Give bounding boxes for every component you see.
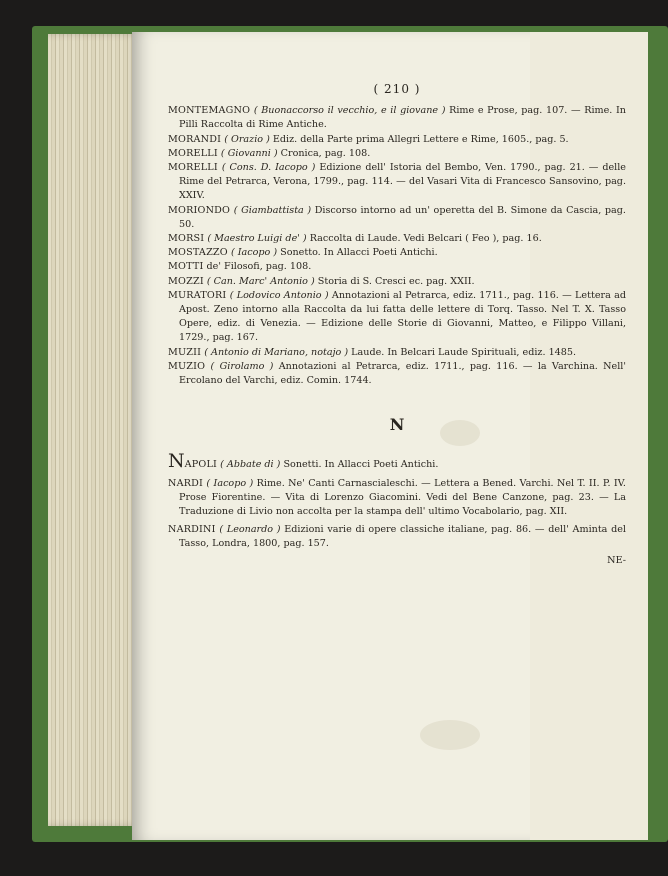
paper-stain [420,720,480,750]
index-entry [168,161,626,204]
entry-head: MORANDI [168,133,222,145]
entry-head: NARDI [168,477,204,489]
entry-qualifier: ( Buonaccorso il vecchio, e il giovane ) [253,105,446,117]
entry-text: Laude. In Belcari Laude Spirituali, ediz. 1485. [348,346,577,358]
index-entry [168,275,626,289]
entry-head: APOLI [184,459,218,471]
entry-head: MUZII [168,346,202,358]
entry-text: Annotazioni al Petrarca, ediz. 1711., pag. 116. — la Varchina. Nell' Ercolano del Varchi, ediz. Comin. 1744. [179,360,626,387]
entry-qualifier: ( Lodovico Antonio ) [229,289,329,301]
index-entry [168,232,626,246]
entry-qualifier: ( Orazio ) [224,133,270,145]
entry-text: Rime e Prose, pag. 107. — Rime. In Pilli Raccolta di Rime Antiche. [179,105,626,131]
entry-head: MOSTAZZO [168,247,228,259]
entry-text: Storia di S. Cresci ec. pag. XXII. [314,275,475,287]
entry-text: Raccolta di Laude. Vedi Belcari ( Feo ), pag. 16. [306,233,542,245]
page-number: ( 210 ) [373,82,421,96]
entry-initial: N [168,450,185,473]
entry-head: MORELLI [168,162,218,174]
entry-qualifier: ( Abbate di ) [220,459,281,471]
index-entry [168,289,626,346]
entry-qualifier: ( Giambattista ) [233,204,312,216]
entry-qualifier: ( Can. Marc' Antonio ) [206,275,315,287]
entry-qualifier: ( Iacopo ) [230,247,278,259]
index-entry [168,246,626,260]
index-entry [168,519,626,551]
page-text [168,82,626,568]
index-entry [168,260,626,274]
entry-qualifier: ( Iacopo ) [206,477,254,489]
entry-head: MONTEMAGNO [168,105,251,117]
entry-text: Ediz. della Parte prima Allegri Lettere e Rime, 1605., pag. 5. [269,133,569,145]
entry-text: Rime. Ne' Canti Carnascialeschi. — Lettera a Bened. Varchi. Nel T. II. P. IV. Prose Fiorentine. — Vita di Lorenzo Giacomini. Vedi del Bene Canzone, pag. 23. — La Traduzione di Livio non accolta per la stampa dell' ultimo Vocabolario, pag. XII. [179,477,626,518]
entry-qualifier: ( Maestro Luigi de' ) [207,233,307,245]
entry-text: Sonetto. In Allacci Poeti Antichi. [277,247,438,259]
section-letter: N [389,415,405,435]
entry-text: Discorso intorno ad un' operetta del B. Simone da Cascia, pag. 50. [179,204,626,230]
entries-n [168,450,627,551]
entry-head: NARDINI [168,524,216,536]
index-entry [168,346,626,360]
entry-text: de' Filosofi, pag. 108. [206,261,312,273]
entry-qualifier: ( Antonio di Mariano, notajo ) [204,346,349,358]
index-entry [168,104,626,132]
entry-head: MOZZI [168,275,204,287]
catchword: NE- [607,554,626,566]
entry-qualifier: ( Cons. D. Iacopo ) [221,162,316,174]
entry-head: MORSI [168,233,205,245]
index-entry [168,147,626,161]
entry-text: Edizioni varie di opere classiche italiane, pag. 86. — dell' Aminta del Tasso, Londra, 1800, pag. 157. [179,524,627,550]
index-entry [168,133,626,147]
index-entry [168,450,626,473]
entry-head: MOTTI [168,261,204,273]
entries-m [168,104,626,388]
entry-qualifier: ( Leonardo ) [219,524,281,536]
entry-head: MURATORI [168,289,227,301]
index-entry [168,360,626,388]
entry-text: Edizione dell' Istoria del Bembo, Ven. 1790., pag. 21. — delle Rime del Petrarca, Verona, 1799., pag. 114. — del Vasari Vita di Francesco Sansovino, pag. XXIV. [179,162,626,202]
index-entry [168,204,626,232]
entry-qualifier: ( Giovanni ) [220,147,278,159]
entry-head: MUZIO [168,360,206,372]
entry-text: Cronica, pag. 108. [277,147,371,159]
entry-head: MORELLI [168,147,218,159]
entry-text: Annotazioni al Petrarca, ediz. 1711., pag. 116. — Lettera ad Apost. Zeno intorno alla Raccolta da lui fatta delle lettere di Torq. Tasso. Nel T. X. Tasso Opere, ediz. di Venezia. — Edizione delle Storie di Giovanni, Matteo, e Filippo Villani, 1729., pag. 167. [179,289,626,344]
entry-qualifier: ( Girolamo ) [210,360,274,372]
entry-text: Sonetti. In Allacci Poeti Antichi. [280,459,439,471]
entry-head: MORIONDO [168,204,231,216]
index-entry [168,473,626,520]
page-edges [48,34,140,826]
